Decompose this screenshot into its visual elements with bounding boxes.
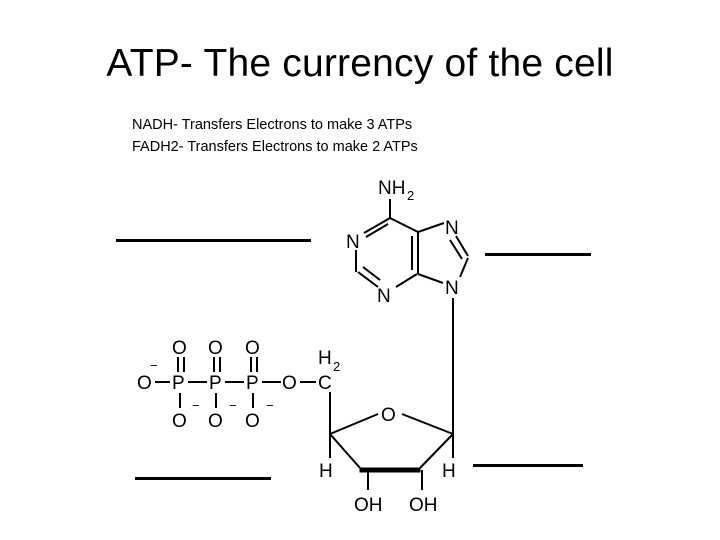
n9-label: N: [445, 278, 459, 299]
charge: −: [229, 398, 237, 413]
triphosphate-chain: [137, 338, 316, 432]
n7-label: N: [445, 218, 459, 239]
ribose-sugar: [319, 392, 456, 516]
charge: −: [192, 398, 200, 413]
c2-hydroxyl-label: OH: [409, 495, 438, 516]
bullet-nadh: NADH- Transfers Electrons to make 3 ATPs: [132, 117, 413, 133]
ring-bond: [460, 258, 468, 277]
ring-bond: [330, 414, 378, 434]
terminal-charge: −: [150, 358, 158, 373]
p2-bottom-oxygen: O: [208, 411, 223, 432]
ring-bond: [396, 274, 417, 287]
ring-bond: [330, 434, 360, 468]
bullet-fadh2: FADH2- Transfers Electrons to make 2 ATPs: [132, 139, 418, 155]
p2-top-oxygen: O: [208, 338, 223, 359]
ring-bond: [418, 223, 444, 232]
c1-hydrogen-label: H: [442, 461, 456, 482]
p1-bottom-oxygen: O: [172, 411, 187, 432]
ring-bond: [402, 414, 453, 434]
p3-top-oxygen: O: [245, 338, 260, 359]
phosphorus-beta: P: [209, 373, 222, 394]
n3-label: N: [377, 286, 391, 307]
methylene-subscript: 2: [333, 359, 341, 374]
slide-title: ATP- The currency of the cell: [106, 42, 614, 85]
ring-oxygen-label: O: [381, 405, 396, 426]
n1-label: N: [346, 232, 360, 253]
ring-bond: [418, 274, 443, 283]
c3-hydroxyl-label: OH: [354, 495, 383, 516]
phosphorus-gamma: P: [246, 373, 259, 394]
phosphorus-alpha: P: [172, 373, 185, 394]
terminal-oxygen: O: [137, 373, 152, 394]
methylene-carbon-label: C: [318, 373, 332, 394]
adenine-base: [346, 178, 468, 307]
charge: −: [266, 398, 274, 413]
p3-bottom-oxygen: O: [245, 411, 260, 432]
ring-bond: [390, 218, 418, 232]
amine-label: NH: [378, 178, 406, 199]
amine-subscript: 2: [407, 188, 415, 203]
p1-top-oxygen: O: [172, 338, 187, 359]
bridging-oxygen: O: [282, 373, 297, 394]
methylene-h-label: H: [318, 348, 332, 369]
c4-hydrogen-label: H: [319, 461, 333, 482]
ring-bond: [358, 272, 378, 287]
methylene-group: [318, 348, 340, 394]
